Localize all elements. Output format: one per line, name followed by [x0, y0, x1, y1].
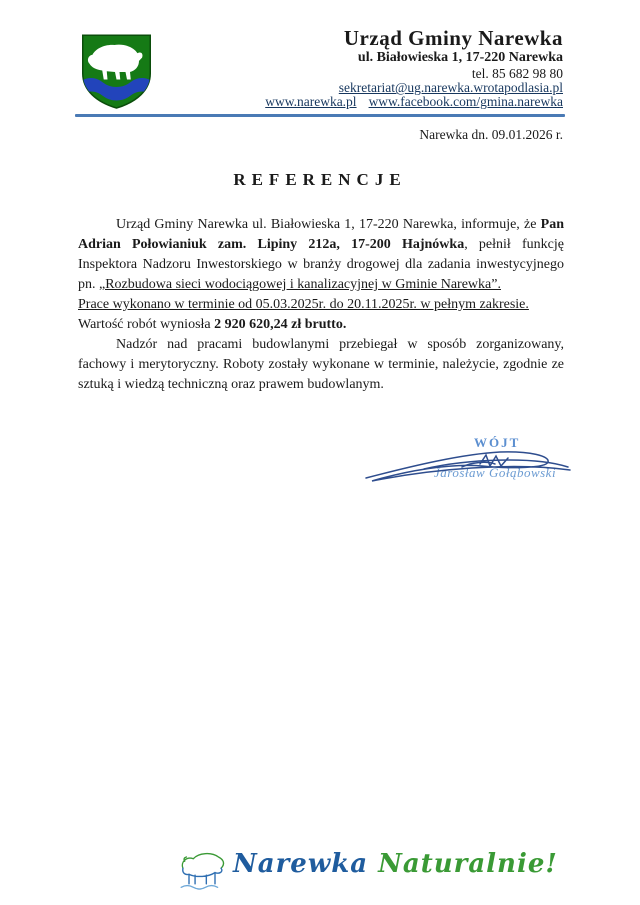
- organization-phone: tel. 85 682 98 80: [471, 65, 563, 81]
- paragraph-completion-dates: Prace wykonano w terminie od 05.03.2025r. do 20.11.2025r. w pełnym zakresie.: [78, 297, 529, 312]
- organization-address: ul. Białowieska 1, 17-220 Narewka: [357, 50, 563, 66]
- email-link: sekretariat@ug.narewka.wrotapodlasia.pl: [338, 80, 563, 96]
- footer-branding: [0, 843, 640, 898]
- letter-body: [78, 215, 564, 395]
- handwritten-signature-icon: [362, 440, 577, 490]
- website-link: www.narewka.pl: [265, 94, 357, 110]
- slogan-naturalnie: Naturalnie!: [378, 849, 558, 879]
- paragraph-subject-text: Urząd Gminy Narewka ul. Białowieska 1, 17-220 Narewka, informuje, że: [116, 217, 541, 232]
- stamp-name: Jarosław Gołąbowski: [434, 465, 557, 480]
- paragraph-subject-role: , pełnił funkcję Inspektora Nadzoru Inwestorskiego w branży drogowej dla zadania inwestycyjnego pn.: [78, 237, 564, 292]
- document-date: Narewka dn. 09.01.2026 r.: [419, 127, 563, 142]
- header-divider-line: [75, 114, 565, 117]
- contract-value: 2 920 620,24 zł brutto.: [214, 317, 347, 332]
- slogan-text: [233, 849, 558, 879]
- document-title: REFERENCJE: [233, 170, 407, 189]
- slogan-narewka: Narewka: [233, 849, 369, 879]
- letterhead-contact-block: [143, 28, 563, 109]
- paragraph-assessment: Nadzór nad pracami budowlanymi przebiegał w sposób zorganizowany, fachowy i merytoryczny. Roboty zostały wykonane w terminie, należycie, zgodnie ze sztuką i wiedzą techniczną oraz prawem budowlanym.: [78, 337, 564, 392]
- signature-block: [362, 432, 577, 494]
- organization-name: Urząd Gminy Narewka: [343, 26, 563, 50]
- project-name: „Rozbudowa sieci wodociągowej i kanalizacyjnej w Gminie Narewka”.: [99, 277, 501, 292]
- stamp-title: WÓJT: [474, 435, 521, 450]
- bison-sketch-icon: [176, 847, 228, 893]
- paragraph-value: [78, 315, 564, 335]
- value-label: Wartość robót wyniosła: [78, 317, 215, 332]
- contractor-name: Pan Adrian Połowianiuk zam. Lipiny 212a, 17-200 Hajnówka: [78, 217, 564, 252]
- facebook-link: www.facebook.com/gmina.narewka: [368, 94, 563, 110]
- paragraph-subject: [78, 215, 564, 295]
